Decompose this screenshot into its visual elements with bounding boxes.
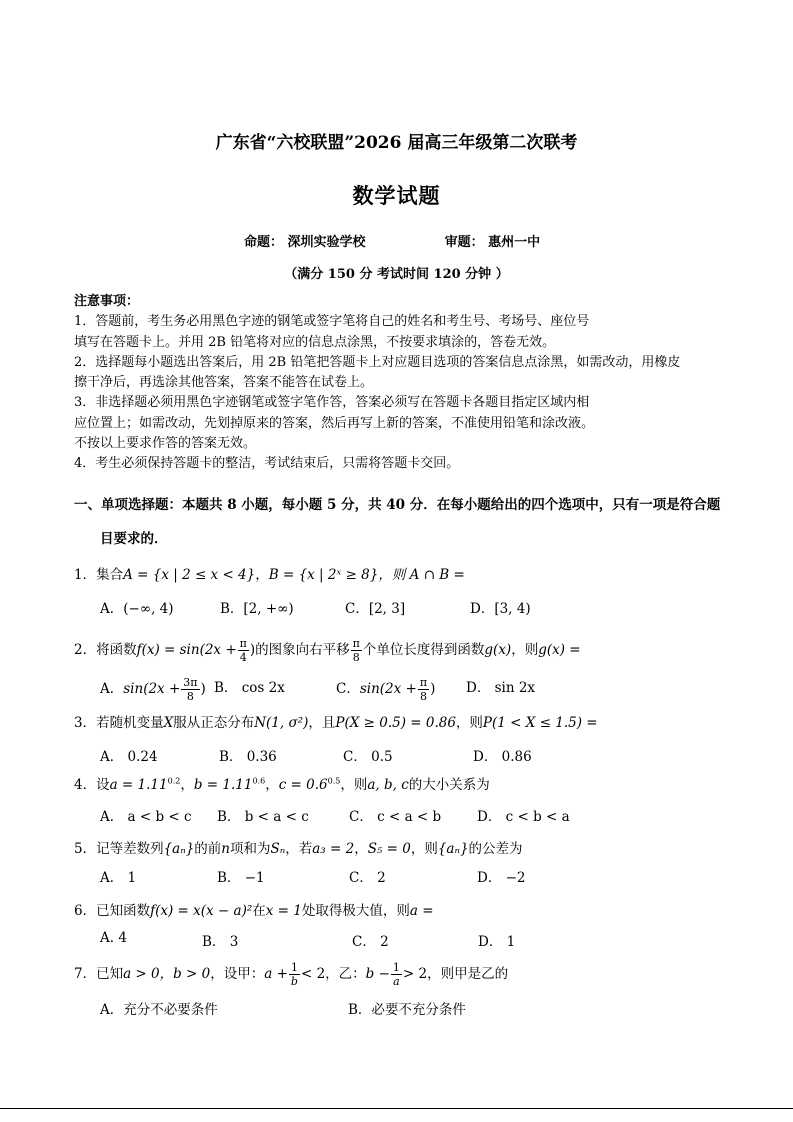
question-text: ，设甲：: [210, 966, 265, 982]
question-number: 3．: [74, 715, 97, 731]
math-expr: n: [221, 841, 230, 857]
option-b: B． 0.36: [219, 749, 277, 765]
question-text: ，则: [410, 841, 438, 857]
math-expr: a =: [409, 903, 434, 919]
question-number: 1．: [74, 567, 97, 583]
math-expr: a > 0，b > 0: [123, 966, 211, 982]
math-expr: x = 1: [265, 903, 302, 919]
option-a: A．(−∞, 4): [100, 601, 174, 617]
question-text: 的公差为: [468, 841, 523, 857]
question-text: 的图象向右平移: [255, 642, 350, 658]
math-expr: {aₙ}: [163, 841, 195, 857]
reviewer-label: 审题：: [444, 235, 484, 250]
question-text: 记等差数列: [96, 841, 164, 857]
option-c: C．[2, 3]: [345, 601, 406, 617]
question-number: 7．: [74, 966, 97, 982]
page-bottom-rule: [0, 1108, 793, 1109]
option-b: B． −1: [217, 870, 265, 886]
fraction-num: 1: [392, 961, 400, 974]
option-d: D． 1: [478, 934, 516, 950]
option-b: B． b < a < c: [217, 809, 309, 825]
question-3: [74, 711, 598, 731]
math-expr: X: [163, 715, 174, 731]
score-time: （满分 150 分 考试时间 120 分钟 ）: [284, 267, 509, 282]
option-label: C．: [336, 681, 360, 697]
notes-line: 4．考生必须保持答题卡的整洁，考试结束后，只需将答题卡交回。: [74, 456, 460, 472]
option-d: D． 0.86: [473, 749, 532, 765]
question-text: 已知: [96, 966, 124, 982]
fraction-den: 8: [186, 690, 194, 703]
math-expr: N(1, σ²): [254, 715, 309, 731]
question-text: ，若: [285, 841, 313, 857]
math-expr: {aₙ}: [437, 841, 469, 857]
question-text: ，则 A ∩ B =: [378, 567, 465, 583]
notes-line: 1．答题前，考生务必用黑色字迹的钢笔或签字笔将自己的姓名和考生号、考场号、座位号: [74, 314, 590, 330]
fraction-den: a: [393, 975, 400, 988]
author-label: 命题：: [244, 235, 284, 250]
question-text: 的大小关系为: [408, 777, 490, 793]
math-expr: sin(2x +: [359, 681, 417, 697]
option-a: A． a < b < c: [100, 809, 192, 825]
math-expr: Sₙ: [270, 841, 286, 857]
subject-title: 数学试题: [352, 183, 441, 208]
notes-line: 擦干净后，再选涂其他答案，答案不能答在试卷上。: [74, 375, 374, 391]
question-text: ，则: [511, 642, 539, 658]
question-text: ，则: [455, 715, 483, 731]
math-expr: c = 0.6: [278, 777, 328, 793]
option-b: B．[2, +∞): [220, 601, 294, 617]
option-b: B． 3: [202, 934, 239, 950]
fraction: [238, 637, 249, 664]
math-expr: B = {x | 2ˣ ≥ 8}: [268, 567, 379, 583]
question-number: 6．: [74, 903, 97, 919]
notes-line: 3．非选择题必须用黑色字迹钢笔或签字笔作答，答案必须写在答题卡各题目指定区域内相: [74, 395, 590, 411]
math-expr: ): [200, 681, 206, 697]
question-number: 5．: [74, 841, 97, 857]
math-expr: f(x) = sin(2x +: [136, 642, 237, 658]
option-a: A． 0.24: [100, 749, 158, 765]
section-heading: 一、单项选择题：本题共 8 小题，每小题 5 分，共 40 分．在每小题给出的四个选项中，只有一项是符合题: [74, 497, 721, 513]
notes-line: 填写在答题卡上。并用 2B 铅笔将对应的信息点涂黑，不按要求填涂的，答卷无效。: [74, 334, 556, 350]
math-expr: g(x): [484, 642, 512, 658]
question-text: 集合: [96, 567, 124, 583]
math-expr: ): [249, 642, 256, 658]
question-number: 2．: [74, 642, 97, 658]
math-expr: > 2: [402, 966, 428, 982]
option-c: C． 0.5: [343, 749, 393, 765]
option-d: D． sin 2x: [466, 680, 536, 696]
question-number: 4．: [74, 777, 97, 793]
fraction-den: 4: [239, 651, 247, 664]
fraction-num: 3π: [183, 676, 198, 689]
fraction: [181, 676, 199, 703]
section-heading-cont: 目要求的．: [100, 531, 168, 547]
notes-line: 不按以上要求作答的答案无效。: [74, 436, 257, 452]
math-expr: a, b, c: [367, 777, 409, 793]
author-line: [244, 231, 540, 250]
fraction-num: 1: [289, 961, 300, 975]
math-expr: P(X ≥ 0.5) = 0.86: [335, 715, 456, 731]
fraction-num: π: [419, 676, 428, 689]
fraction-den: b: [290, 975, 298, 988]
math-expr: b −: [365, 966, 390, 982]
notes-line: 2．选择题每小题选出答案后，用 2B 铅笔把答题卡上对应题目选项的答案信息点涂黑，如需改动，用橡皮: [74, 354, 681, 370]
fraction-num: π: [239, 637, 247, 650]
question-text: ，: [354, 841, 368, 857]
option-b: B．必要不充分条件: [348, 1002, 466, 1018]
math-expr: ): [430, 681, 436, 697]
question-5: [74, 837, 523, 857]
question-text: ，乙：: [325, 966, 366, 982]
question-text: 处取得极大值，则: [301, 903, 410, 919]
author-name: 深圳实验学校: [287, 235, 366, 250]
question-7: [74, 961, 508, 988]
question-text: 在: [252, 903, 266, 919]
question-text: 项和为: [230, 841, 271, 857]
math-expr: < 2: [300, 966, 326, 982]
notes-line: 应位置上；如需改动，先划掉原来的答案，然后再写上新的答案，不准使用铅笔和涂改液。: [74, 415, 595, 431]
question-text: 若随机变量: [96, 715, 164, 731]
question-text: ，且: [308, 715, 336, 731]
math-expr: b = 1.11: [193, 777, 253, 793]
question-text: 将函数: [96, 642, 137, 658]
math-expr: a +: [264, 966, 288, 982]
math-expr: sin(2x +: [123, 681, 181, 697]
fraction-den: 8: [352, 651, 360, 664]
exponent: 0.2: [167, 776, 181, 786]
question-text: 设: [96, 777, 110, 793]
option-d: D． −2: [477, 870, 526, 886]
option-label: A．: [100, 681, 124, 697]
fraction: [391, 961, 402, 988]
fraction: [351, 637, 362, 664]
question-text: 服从正态分布: [173, 715, 255, 731]
exam-title: 广东省“六校联盟”2026 届高三年级第二次联考: [215, 133, 578, 153]
exponent: 0.5: [327, 776, 341, 786]
notes-heading: 注意事项：: [74, 294, 140, 309]
option-a: A． 1: [100, 870, 137, 886]
option-d: D． c < b < a: [477, 809, 570, 825]
option-a: [100, 676, 206, 703]
option-c: C． 2: [352, 934, 389, 950]
math-expr: S₅ = 0: [367, 841, 411, 857]
reviewer-name: 惠州一中: [488, 235, 541, 250]
question-text: ，则: [340, 777, 368, 793]
fraction-den: 8: [419, 690, 427, 703]
question-text: ，: [255, 567, 269, 583]
option-c: C． c < a < b: [349, 809, 442, 825]
notes-block: [74, 292, 724, 475]
math-expr: a = 1.11: [109, 777, 168, 793]
question-text: 已知函数: [96, 903, 151, 919]
option-c: C． 2: [349, 870, 386, 886]
question-2: [74, 637, 581, 664]
math-expr: f(x) = x(x − a)²: [150, 903, 253, 919]
option-c: [336, 676, 435, 703]
question-4: 4．设$a = 1.11^{0.2}$，$b = 1.11^{0.6}$，$c = 0.6^{0.5}$，则a, b, c的大小关系为: [74, 776, 490, 793]
math-expr: P(1 < X ≤ 1.5) =: [482, 715, 598, 731]
option-d: D．[3, 4): [470, 601, 531, 617]
fraction-num: π: [352, 637, 360, 650]
math-expr: g(x) =: [538, 642, 581, 658]
question-text: 个单位长度得到函数: [362, 642, 485, 658]
option-b: B． cos 2x: [214, 680, 285, 696]
question-1: [74, 563, 465, 583]
fraction: [418, 676, 429, 703]
option-a: A. 4: [100, 930, 127, 946]
question-text: 的前: [194, 841, 222, 857]
exponent: 0.6: [252, 776, 266, 786]
math-expr: A = {x | 2 ≤ x < 4}: [123, 567, 256, 583]
question-text: ，则甲是乙的: [427, 966, 509, 982]
math-expr: a₃ = 2: [312, 841, 355, 857]
question-6: [74, 899, 434, 919]
option-a: A．充分不必要条件: [100, 1002, 218, 1018]
fraction: [289, 961, 300, 988]
